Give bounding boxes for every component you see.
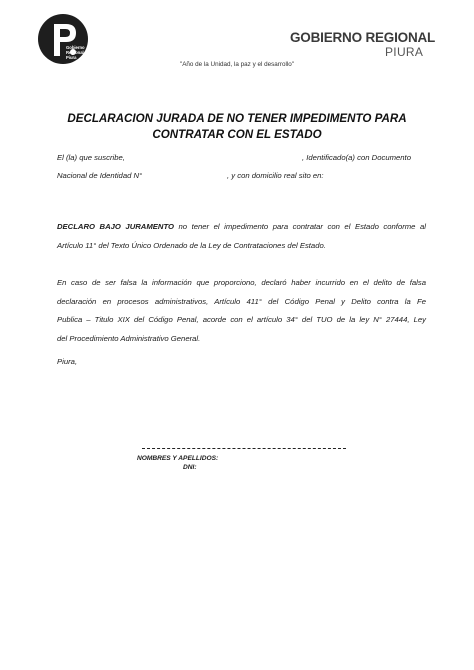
declaration-line1 xyxy=(57,218,426,237)
intro-line2-right: , y con domicilio real sito en: xyxy=(227,171,324,180)
dni-label: DNI: xyxy=(183,464,197,471)
liability-line: declaración en procesos administrativos, Artículo 411° del Código Penal y Delito contra la Fe xyxy=(57,296,426,306)
declaration-bold: DECLARO BAJO JURAMENTO xyxy=(57,222,174,231)
logo-text-line: Regional xyxy=(66,49,84,55)
document-title xyxy=(50,111,424,142)
gobierno-regional-wordmark xyxy=(290,30,440,64)
intro-line1-right: , Identificado(a) con Documento xyxy=(302,153,411,162)
liability-line: Publica – Titulo XIX del Código Penal, acorde con el artículo 34° del TUO de la ley N° 27444, Ley xyxy=(57,315,426,324)
intro-line2-left: Nacional de Identidad N° xyxy=(57,171,143,180)
names-label: NOMBRES Y APELLIDOS: xyxy=(137,455,219,462)
title-line: DECLARACION JURADA DE NO TENER IMPEDIMENTO PARA xyxy=(67,112,407,125)
logo-text-line: Piura xyxy=(66,54,77,60)
intro-line1-left: El (la) que suscribe, xyxy=(57,153,125,162)
liability-line: del Procedimiento Administrativo General. xyxy=(57,333,201,343)
liability-paragraph xyxy=(57,274,426,348)
declaration-line2: Artículo 11° del Texto Único Ordenado de la Ley de Contrataciones del Estado. xyxy=(57,240,326,250)
liability-line: En caso de ser falsa la información que proporciono, declaró haber incurrido en el delito de falsa xyxy=(57,278,426,287)
wordmark-line2: PIURA xyxy=(385,45,424,59)
place-label: Piura, xyxy=(57,357,78,366)
logo-small-text xyxy=(66,46,85,60)
gobierno-regional-logo xyxy=(36,12,126,66)
declaration-paragraph xyxy=(57,218,426,255)
declaration-line1-rest: no tener el impedimento para contratar con el Estado conforme al xyxy=(173,222,426,231)
signature-line xyxy=(142,448,346,449)
year-motto: "Año de la Unidad, la paz y el desarrollo" xyxy=(179,61,295,68)
logo-text-line: Gobierno xyxy=(66,45,85,50)
title-line: CONTRATAR CON EL ESTADO xyxy=(152,127,322,141)
wordmark-line1: GOBIERNO REGIONAL xyxy=(290,30,436,45)
